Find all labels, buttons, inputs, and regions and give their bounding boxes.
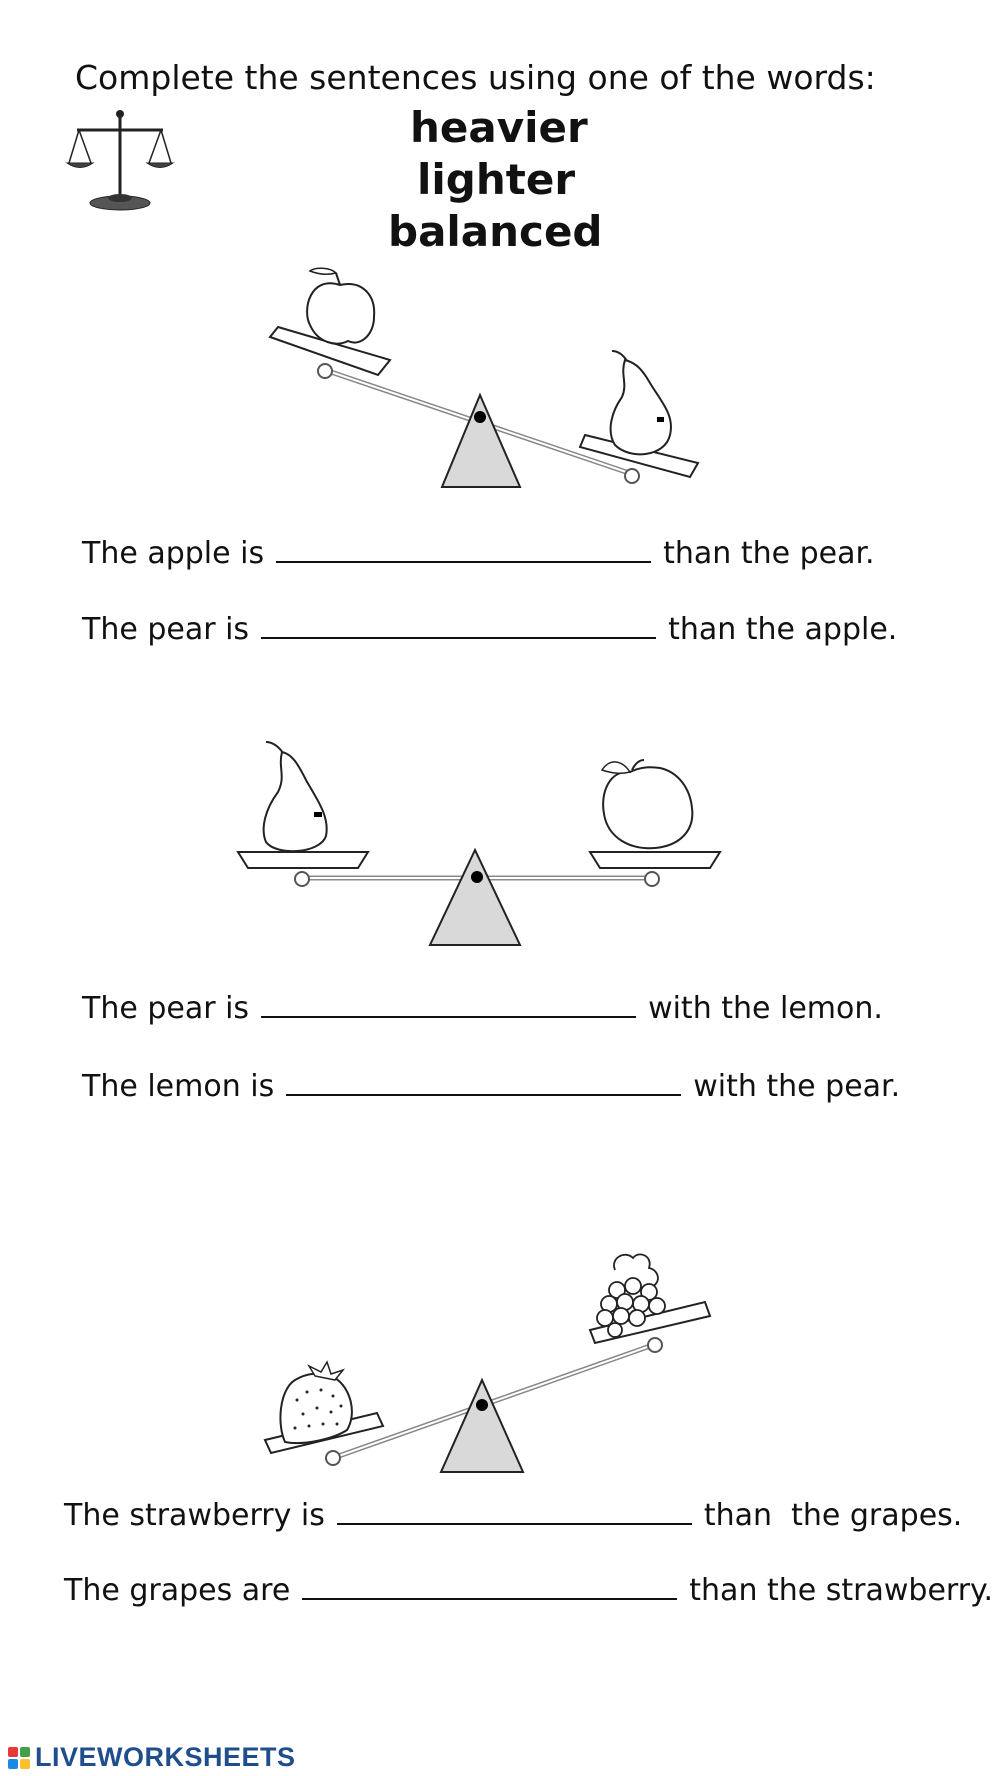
seesaw-pear-lemon-illustration: [230, 740, 730, 950]
sentence-4-after: with the pear.: [693, 1069, 901, 1104]
apple-icon: [307, 268, 374, 343]
seesaw-apple-pear-illustration: [270, 265, 710, 495]
instruction-text: Complete the sentences using one of the words:: [75, 58, 876, 97]
sentence-4-before: The lemon is: [82, 1069, 275, 1104]
logo-text: LIVEWORKSHEETS: [35, 1742, 296, 1772]
logo-block-3: [8, 1759, 18, 1769]
answer-blank-3[interactable]: [261, 990, 636, 1018]
sentence-6-before: The grapes are: [64, 1573, 291, 1608]
word-balanced: balanced: [388, 207, 603, 256]
sentence-3-after: with the lemon.: [648, 991, 883, 1026]
logo-block-4: [20, 1759, 30, 1769]
pear-icon: [264, 742, 327, 851]
sentence-6-after: than the strawberry.: [689, 1573, 994, 1608]
sentence-1-before: The apple is: [82, 536, 265, 571]
strawberry-icon: [280, 1362, 351, 1443]
sentence-1-after: than the pear.: [663, 536, 875, 571]
logo-blocks-icon: [8, 1747, 30, 1769]
lemon-icon: [602, 760, 692, 848]
pear-icon: [611, 351, 671, 454]
answer-blank-2[interactable]: [261, 611, 656, 639]
seesaw-strawberry-grapes-illustration: [265, 1250, 715, 1480]
sentence-3-before: The pear is: [82, 991, 250, 1026]
answer-blank-1[interactable]: [276, 535, 651, 563]
sentence-2-after: than the apple.: [668, 612, 898, 647]
logo-block-2: [20, 1747, 30, 1757]
answer-blank-6[interactable]: [302, 1572, 677, 1600]
sentence-2-before: The pear is: [82, 612, 250, 647]
answer-blank-4[interactable]: [286, 1068, 681, 1096]
scales-icon: [65, 108, 175, 218]
logo-block-1: [8, 1747, 18, 1757]
sentence-5-after: than the grapes.: [703, 1498, 963, 1533]
liveworksheets-logo: [8, 1742, 296, 1773]
word-lighter: lighter: [417, 155, 576, 204]
sentence-5-before: The strawberry is: [64, 1498, 325, 1533]
answer-blank-5[interactable]: [337, 1497, 692, 1525]
word-heavier: heavier: [410, 103, 588, 152]
